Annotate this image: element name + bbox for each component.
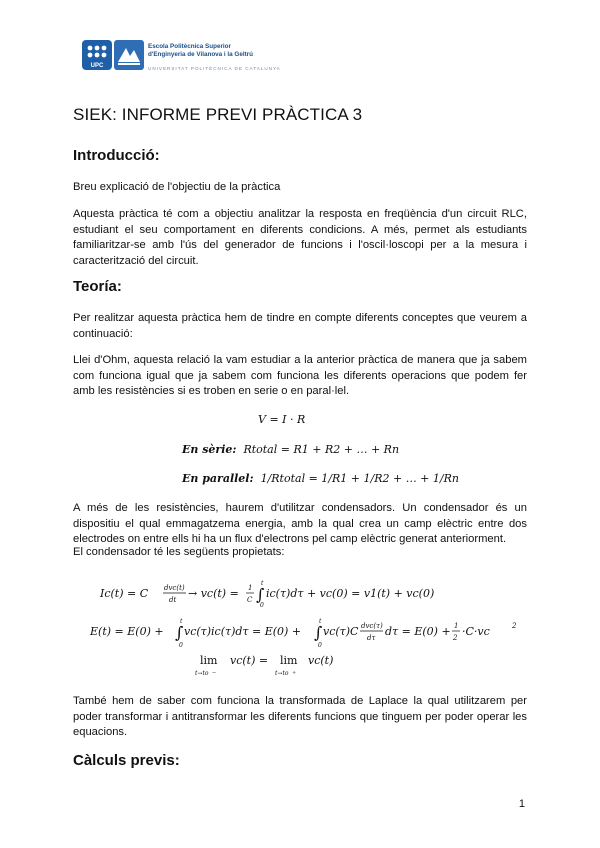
equation-series-formula: Rtotal = R1 + R2 + … + Rn [243,443,400,456]
equation-ohm: V = I · R [258,413,306,426]
university-logo [82,38,282,78]
svg-text:dτ = E(0) +: dτ = E(0) + [385,625,451,638]
theory-paragraph-1: Per realitzar aquesta pràctica hem de tindre en compte diferents conceptes que veurem a continuació: [73,312,527,340]
school-emblem-icon [114,40,144,70]
svg-text:vc(τ)ic(τ)dτ = E(0) +: vc(τ)ic(τ)dτ = E(0) + [184,625,302,638]
svg-text:0: 0 [260,602,264,609]
svg-text:t: t [261,580,264,587]
svg-text:C: C [247,596,253,604]
school-name [148,43,253,59]
calc-heading: Càlculs previs: [73,752,180,769]
university-name: UNIVERSITAT POLITÈCNICA DE CATALUNYA [148,66,281,71]
svg-text:dτ: dτ [367,634,376,642]
upc-logo-icon [82,40,112,70]
svg-text:2: 2 [453,634,458,642]
svg-text:vc(τ)C: vc(τ)C [323,625,359,638]
capacitor-equations [80,575,530,685]
svg-text:vc(t): vc(t) [308,654,334,667]
svg-text:E(t) = E(0) +: E(t) = E(0) + [90,625,164,638]
svg-text:Ic(t) = C: Ic(t) = C [100,587,149,600]
svg-text:0: 0 [318,642,322,649]
school-name-line1: Escola Politècnica Superior [148,43,231,50]
equation-parallel [182,472,459,485]
intro-subtitle: Breu explicació de l'objectiu de la pràctica [73,181,281,193]
theory-paragraph-4: El condensador té les següents propietats: [73,546,285,558]
theory-heading: Teoría: [73,278,122,295]
equation-parallel-label: En parallel: [182,472,254,485]
svg-text:∫: ∫ [175,623,184,642]
svg-text:1: 1 [454,622,459,630]
intro-heading: Introducció: [73,147,160,164]
svg-text:·C·vc: ·C·vc [462,625,490,638]
svg-text:dvc(τ): dvc(τ) [361,622,383,630]
school-name-line2: d'Enginyeria de Vilanova i la Geltrú [148,51,253,58]
theory-paragraph-5: També hem de saber com funciona la transformada de Laplace la qual utilitzarem per poder transformar i antitransformar les diferents funcions que tinguem per poder operar les equacions. [73,695,527,738]
svg-text:lim: lim [280,654,298,667]
equation-parallel-formula: 1/Rtotal = 1/R1 + 1/R2 + … + 1/Rn [260,472,459,485]
logo-text: UPC [90,63,104,69]
page-title: SIEK: INFORME PREVI PRÀCTICA 3 [73,105,363,124]
svg-text:2: 2 [512,622,517,630]
svg-text:−: − [212,670,217,676]
equation-series [182,443,399,456]
svg-text:ic(τ)dτ + vc(0) = v1(t) + vc(0: ic(τ)dτ + vc(0) = v1(t) + vc(0) [266,587,435,600]
intro-body: Aquesta pràctica té com a objectiu analitzar la resposta en freqüència d'un circuit RLC, estudiant el seu comportament en diferents condicions. A més, permet als estudiants familiaritzar-se amb l'ús del generador de funcions i l'oscil·loscopi per a la mesura i caracterització del circuit. [73,208,527,267]
svg-text:0: 0 [179,642,183,649]
svg-text:lim: lim [200,654,218,667]
svg-text:1: 1 [248,584,253,592]
equation-series-label: En sèrie: [182,443,237,456]
svg-text:∫: ∫ [256,585,265,604]
svg-text:t: t [319,618,322,625]
svg-text:dt: dt [169,596,177,604]
svg-text:∫: ∫ [314,623,323,642]
svg-text:vc(t) =: vc(t) = [230,654,269,667]
svg-text:+: + [292,670,297,676]
svg-text:t→to: t→to [275,670,289,677]
svg-text:t→to: t→to [195,670,209,677]
theory-paragraph-3: A més de les resistències, haurem d'utilitzar condensadors. Un condensador és un dispositiu el qual emmagatzema energia, amb la qual crea un camp elèctric entre dos electrodes on entre ells hi ha un flux d'electrons pel camp elèctric generat anteriorment. [73,502,527,545]
theory-paragraph-2: Llei d'Ohm, aquesta relació la vam estudiar a la anterior pràctica de manera que ja sabem com funciona igual que ja sabem com funciona les diferents operacions que podem fer amb les resistències si es troben en serie o en paral·lel. [73,354,527,397]
svg-text:dvc(t): dvc(t) [164,584,185,592]
svg-text:→ vc(t) =: → vc(t) = [188,587,239,600]
page-number: 1 [518,798,525,810]
svg-text:t: t [180,618,183,625]
